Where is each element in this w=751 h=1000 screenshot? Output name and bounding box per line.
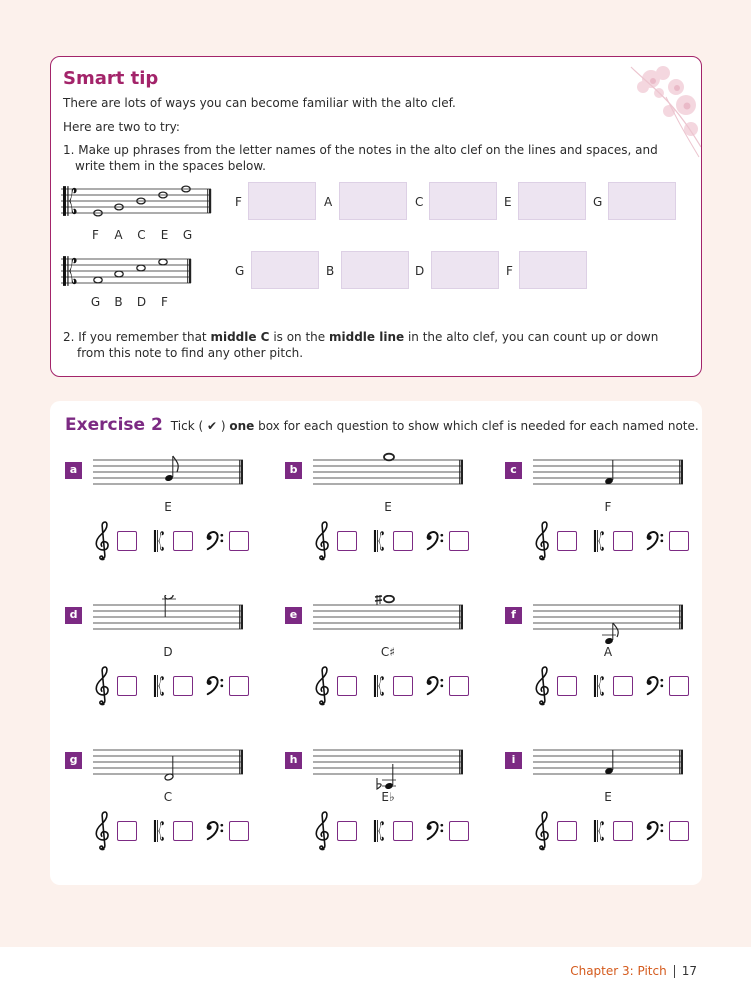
note-letter: G [182,228,193,242]
treble-tick-box[interactable] [337,676,357,696]
question-note-name: C [163,790,173,804]
alto-clef-icon [369,670,389,702]
exercise-instructions [171,419,699,433]
note-letter: F [92,228,99,242]
exercise-header [65,415,699,435]
bass-clef-icon [205,670,225,702]
clef-options [533,670,701,702]
instr-text: box for each question to show which clef is needed for each named note. [254,419,699,433]
question-staff [313,450,467,526]
question-a [65,456,275,611]
question-staff [93,450,247,526]
question-note-name: F [604,500,612,514]
exercise-title: Exercise 2 [65,415,163,435]
treble-tick-box[interactable] [117,821,137,841]
bass-clef-icon [425,670,445,702]
bass-clef-icon [425,525,445,557]
phrase-label: B [326,264,335,278]
phrase-label: E [504,195,512,209]
page-footer [570,964,697,978]
alto-option [589,525,633,557]
phrase-input-box[interactable] [251,251,319,289]
phrase-input-box[interactable] [339,182,407,220]
instr-bold-one: one [229,419,255,433]
alto-option [589,815,633,847]
treble-option [533,815,577,847]
treble-clef-icon [313,815,333,847]
question-note-name: D [163,645,173,659]
alto-tick-box[interactable] [393,821,413,841]
alto-tick-box[interactable] [173,821,193,841]
bass-option [205,670,249,702]
clef-options [93,670,261,702]
alto-option [149,525,193,557]
question-c [505,456,715,611]
phrase-input-box[interactable] [431,251,499,289]
step2-bold-middle-line: middle line [328,330,405,344]
alto-clef-spaces-staff [61,255,193,289]
question-staff [93,740,247,816]
treble-clef-icon [533,670,553,702]
question-staff [533,740,687,816]
treble-clef-icon [93,815,113,847]
alto-clef-icon [149,670,169,702]
bass-option [205,525,249,557]
treble-option [313,525,357,557]
alto-option [149,670,193,702]
treble-option [93,815,137,847]
question-letter-badge: a [65,462,82,479]
treble-tick-box[interactable] [557,821,577,841]
question-i [505,746,715,901]
lines-note-letters [89,228,194,242]
treble-tick-box[interactable] [337,821,357,841]
question-f [505,601,715,756]
bass-tick-box[interactable] [229,676,249,696]
question-staff [313,595,467,671]
bass-option [645,815,689,847]
question-e [285,601,495,756]
alto-tick-box[interactable] [613,531,633,551]
alto-option [149,815,193,847]
bass-tick-box[interactable] [669,821,689,841]
treble-clef-icon [533,525,553,557]
bass-clef-icon [645,670,665,702]
clef-options [313,670,481,702]
question-note-name: E [164,500,172,514]
footer-chapter: Chapter 3: Pitch [570,964,667,978]
alto-clef-icon [589,670,609,702]
treble-option [533,670,577,702]
phrase-input-box[interactable] [341,251,409,289]
step2-text: 2. If you remember that [63,330,211,344]
bass-option [425,670,469,702]
question-letter-badge: f [505,607,522,624]
footer-divider [674,965,675,978]
phrase-label: C [415,195,424,209]
step2-text: is on the [269,330,329,344]
bass-tick-box[interactable] [449,676,469,696]
step2-text: in the alto clef, you can count up or down from this note to find any other pitch. [77,330,659,360]
phrase-label: A [324,195,333,209]
alto-tick-box[interactable] [393,531,413,551]
bass-tick-box[interactable] [449,531,469,551]
treble-option [93,525,137,557]
alto-tick-box[interactable] [173,676,193,696]
question-d [65,601,275,756]
alto-clef-icon [149,525,169,557]
bass-tick-box[interactable] [229,531,249,551]
question-note-name: E [384,500,392,514]
smart-tip-step-1: 1. Make up phrases from the letter names of the notes in the alto clef on the lines and spaces, and write them in the spaces below. [63,143,658,173]
treble-option [313,815,357,847]
clef-options [93,815,261,847]
clef-options [313,525,481,557]
question-note-name: A [603,645,613,659]
treble-clef-icon [533,815,553,847]
alto-clef-icon [149,815,169,847]
question-letter-badge: e [285,607,302,624]
question-staff [93,595,247,671]
alto-tick-box[interactable] [613,821,633,841]
phrase-label: G [593,195,603,209]
smart-tip-title: Smart tip [63,68,159,89]
bass-option [425,815,469,847]
note-letter: E [160,228,169,242]
treble-clef-icon [313,525,333,557]
note-letter: C [137,228,146,242]
treble-tick-box[interactable] [117,676,137,696]
exercise-2-panel [50,401,702,885]
treble-option [533,525,577,557]
phrase-input-box[interactable] [248,182,316,220]
phrase-input-box[interactable] [429,182,497,220]
bass-option [645,525,689,557]
question-staff [533,595,687,671]
treble-clef-icon [93,525,113,557]
treble-clef-icon [93,670,113,702]
bass-tick-box[interactable] [669,676,689,696]
step2-bold-middle-c: middle C [210,330,270,344]
question-letter-badge: g [65,752,82,769]
alto-clef-lines-staff [61,185,213,219]
treble-tick-box[interactable] [117,531,137,551]
bass-tick-box[interactable] [669,531,689,551]
clef-options [533,525,701,557]
note-letter: B [114,295,123,309]
alto-clef-icon [589,815,609,847]
bass-option [205,815,249,847]
alto-option [589,670,633,702]
question-letter-badge: i [505,752,522,769]
phrase-input-box[interactable] [518,182,586,220]
question-note-name: E [604,790,612,804]
smart-tip-lead: Here are two to try: [63,120,180,134]
page-number: 17 [681,964,697,978]
clef-options [533,815,701,847]
question-note-name: C♯ [380,645,396,659]
question-note-name: E♭ [381,790,395,804]
phrase-label: F [235,195,242,209]
treble-tick-box[interactable] [557,676,577,696]
bass-option [645,670,689,702]
alto-option [369,670,413,702]
treble-option [313,670,357,702]
phrase-label: G [235,264,245,278]
smart-tip-panel [50,56,702,377]
alto-clef-icon [369,815,389,847]
alto-option [369,815,413,847]
alto-tick-box[interactable] [173,531,193,551]
clef-options [313,815,481,847]
clef-options [93,525,261,557]
question-staff [313,740,467,816]
alto-clef-icon [369,525,389,557]
phrase-input-box[interactable] [608,182,676,220]
smart-tip-step-2 [63,329,678,361]
bass-clef-icon [645,525,665,557]
spaces-note-letters [89,295,171,309]
bass-tick-box[interactable] [449,821,469,841]
smart-tip-intro: There are lots of ways you can become familiar with the alto clef. [63,96,456,110]
question-staff [533,450,687,526]
bass-tick-box[interactable] [229,821,249,841]
note-letter: A [114,228,123,242]
bass-option [425,525,469,557]
alto-tick-box[interactable] [613,676,633,696]
question-letter-badge: c [505,462,522,479]
note-letter: D [136,295,147,309]
question-b [285,456,495,611]
question-letter-badge: b [285,462,302,479]
question-h [285,746,495,901]
instr-text: Tick ( ✔ ) [170,419,230,433]
treble-clef-icon [313,670,333,702]
alto-clef-icon [589,525,609,557]
treble-option [93,670,137,702]
phrase-label: F [506,264,513,278]
alto-option [369,525,413,557]
bass-clef-icon [645,815,665,847]
question-g [65,746,275,901]
bass-clef-icon [205,525,225,557]
phrase-input-box[interactable] [519,251,587,289]
treble-tick-box[interactable] [557,531,577,551]
bass-clef-icon [425,815,445,847]
question-letter-badge: h [285,752,302,769]
question-letter-badge: d [65,607,82,624]
note-letter: G [90,295,101,309]
note-letter: F [161,295,168,309]
bass-clef-icon [205,815,225,847]
phrase-label: D [415,264,425,278]
treble-tick-box[interactable] [337,531,357,551]
alto-tick-box[interactable] [393,676,413,696]
